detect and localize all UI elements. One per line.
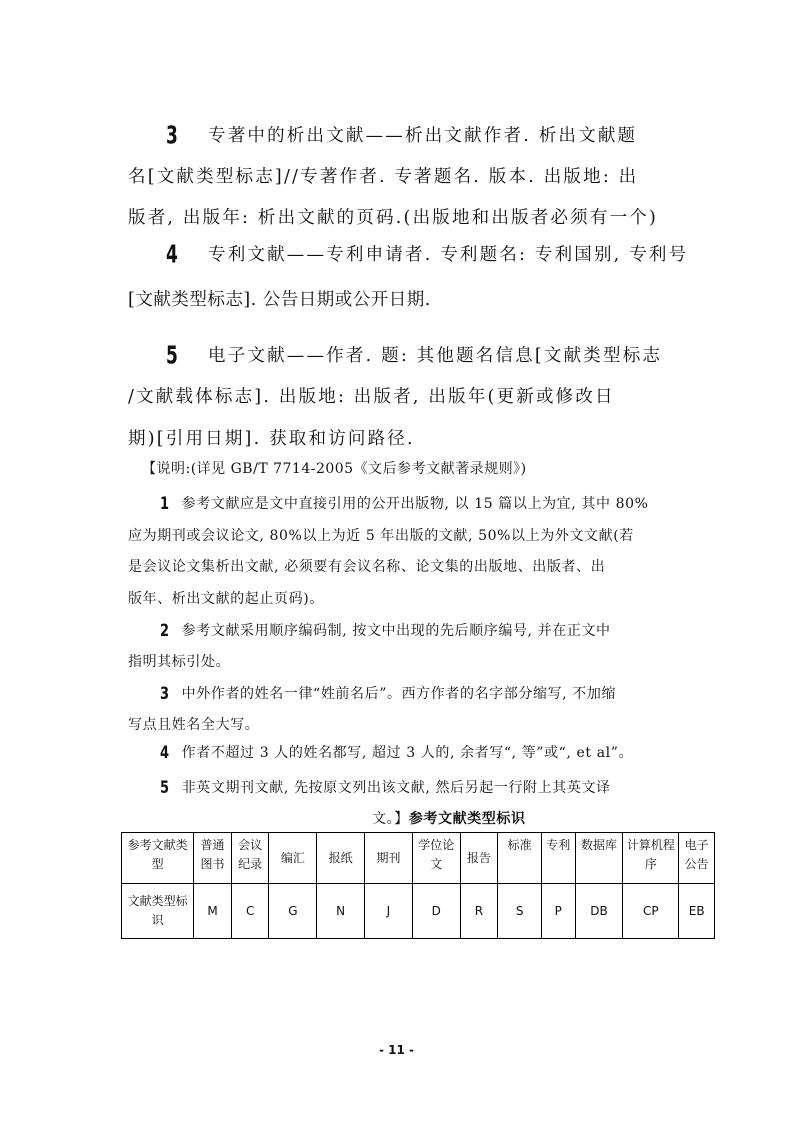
header-cell: 专利 — [542, 833, 576, 884]
header-cell: 学位论文 — [412, 833, 460, 884]
code-cell: EB — [679, 884, 715, 939]
notes-heading: 【说明:(详见 GB/T 7714-2005《文后参考文献著录规则》) — [142, 461, 527, 477]
code-cell: S — [498, 884, 542, 939]
note-number: 4 — [160, 743, 170, 764]
row-label-cell: 文献类型标识 — [122, 884, 194, 939]
header-cell: 普通图书 — [194, 833, 232, 884]
note-5-line-2-with-caption — [372, 808, 526, 828]
header-cell: 电子公告 — [679, 833, 715, 884]
note-1-line-1: 1 参考文献应是文中直接引用的公开出版物, 以 15 篇以上为宜, 其中 80% — [160, 494, 649, 515]
item-number: 3 — [166, 121, 181, 151]
document-type-table — [121, 832, 715, 939]
table-caption: 参考文献类型标识 — [408, 811, 526, 827]
item-3-line-2: 名[文献类型标志]//专著作者. 专著题名. 版本. 出版地: 出 — [128, 167, 639, 187]
note-number: 3 — [160, 684, 170, 705]
item-3-line-3: 版者, 出版年: 析出文献的页码.(出版地和出版者必须有一个) — [128, 208, 658, 228]
item-4-line-1: 4 专利文献——专利申请者. 专利题名: 专利国别, 专利号 — [166, 240, 689, 270]
note-2-line-1: 2 参考文献采用顺序编码制, 按文中出现的先后顺序编号, 并在正文中 — [160, 621, 611, 642]
code-cell: G — [269, 884, 317, 939]
header-cell: 会议纪录 — [231, 833, 269, 884]
header-cell: 数据库 — [575, 833, 623, 884]
header-cell: 报纸 — [317, 833, 365, 884]
note-2-line-2: 指明其标引处。 — [128, 654, 231, 670]
header-cell: 报告 — [460, 833, 498, 884]
note-number: 5 — [160, 778, 170, 799]
note-number: 1 — [160, 494, 170, 515]
header-cell: 标准 — [498, 833, 542, 884]
note-number: 2 — [160, 621, 170, 642]
header-cell: 计算机程序 — [623, 833, 679, 884]
code-cell: N — [317, 884, 365, 939]
table-code-row — [122, 884, 715, 939]
code-cell: CP — [623, 884, 679, 939]
note-1-line-3: 是会议论文集析出文献, 必须要有会议名称、论文集的出版地、出版者、出 — [128, 559, 606, 575]
code-cell: P — [542, 884, 576, 939]
item-3-line-1: 3 专著中的析出文献——析出文献作者. 析出文献题 — [166, 121, 638, 151]
note-5-line-2: 文。】 — [372, 811, 409, 827]
code-cell: DB — [575, 884, 623, 939]
note-3-line-2: 写点且姓名全大写。 — [128, 717, 260, 733]
note-4-line-1: 4 作者不超过 3 人的姓名都写, 超过 3 人的, 余者写“, 等”或“, et al”。 — [160, 743, 634, 764]
code-cell: J — [365, 884, 413, 939]
note-1-line-2: 应为期刊或会议论文, 80%以上为近 5 年出版的文献, 50%以上为外文文献(若 — [128, 528, 634, 544]
header-cell: 期刊 — [365, 833, 413, 884]
note-5-line-1: 5 非英文期刊文献, 先按原文列出该文献, 然后另起一行附上其英文译 — [160, 778, 611, 799]
item-number: 5 — [166, 341, 181, 371]
header-cell: 参考文献类型 — [122, 833, 194, 884]
note-3-line-1: 3 中外作者的姓名一律“姓前名后”。西方作者的名字部分缩写, 不加缩 — [160, 684, 617, 705]
code-cell: C — [231, 884, 269, 939]
table-header-row — [122, 833, 715, 884]
item-5-line-2: /文献载体标志]. 出版地: 出版者, 出版年(更新或修改日 — [128, 387, 615, 407]
item-5-line-3: 期)[引用日期]. 获取和访问路径. — [128, 429, 415, 449]
item-5-line-1: 5 电子文献——作者. 题: 其他题名信息[文献类型标志 — [166, 341, 663, 371]
item-4-line-2: [文献类型标志]. 公告日期或公开日期. — [128, 290, 431, 310]
code-cell: D — [412, 884, 460, 939]
header-cell: 编汇 — [269, 833, 317, 884]
note-1-line-4: 版年、析出文献的起止页码)。 — [128, 591, 324, 607]
code-cell: R — [460, 884, 498, 939]
code-cell: M — [194, 884, 232, 939]
item-number: 4 — [166, 240, 181, 270]
page-number: - 11 - — [378, 1043, 414, 1057]
